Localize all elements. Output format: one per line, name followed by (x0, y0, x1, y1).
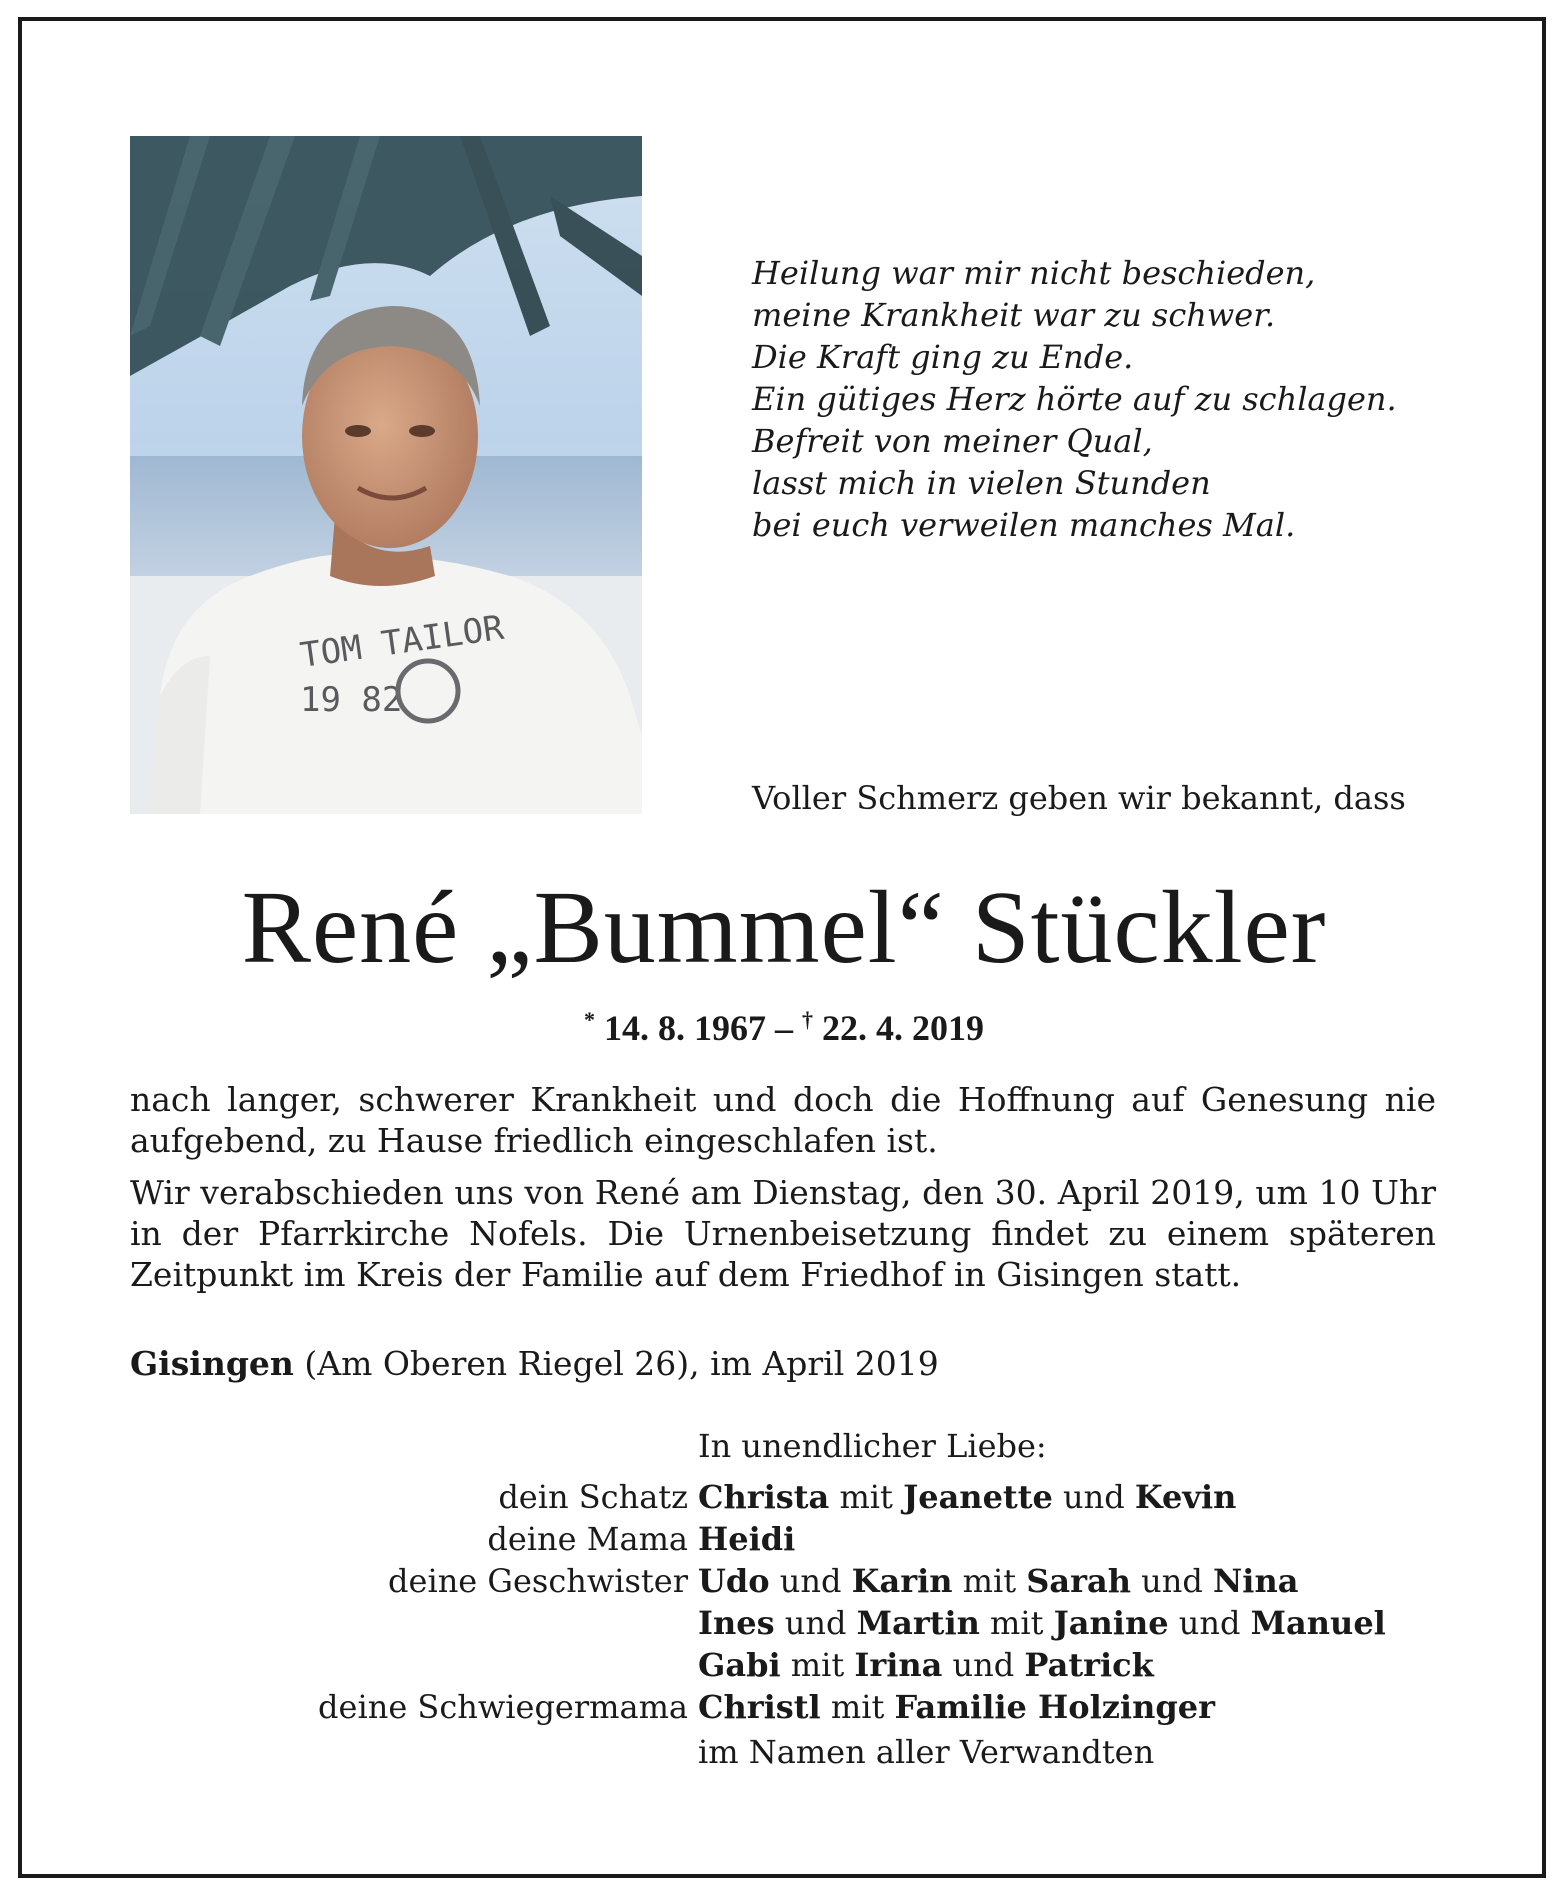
family-list (0, 1476, 1568, 1728)
family-connector: und (1168, 1604, 1251, 1642)
family-member-name: Kevin (1134, 1478, 1237, 1516)
family-connector: und (1052, 1478, 1135, 1516)
family-member-name: Heidi (698, 1520, 796, 1558)
shirt-print-top: TOM TAILOR (297, 607, 507, 676)
body-paragraph: Wir verabschieden uns von René am Dienstag, den 30. April 2019, um 10 Uhr in der Pfarrkirche Nofels. Die Urnenbeisetzung findet zu einem späteren Zeitpunkt im Kreis der Familie auf dem Friedhof in Gisingen statt. (130, 1173, 1436, 1294)
family-member-name: Janine (1053, 1604, 1169, 1642)
family-names (698, 1518, 795, 1560)
family-row (0, 1602, 1568, 1644)
family-names (698, 1644, 1154, 1686)
death-date: 22. 4. 2019 (822, 1008, 984, 1048)
family-names (698, 1476, 1236, 1518)
family-row (0, 1644, 1568, 1686)
portrait-photo (130, 136, 642, 814)
family-names (698, 1560, 1298, 1602)
birth-symbol: * (584, 1007, 595, 1032)
family-member-name: Patrick (1024, 1646, 1154, 1684)
poem-line: Heilung war mir nicht beschieden, (752, 254, 1316, 292)
family-member-name: Martin (856, 1604, 980, 1642)
body-paragraph: nach langer, schwerer Krankheit und doch die Hoffnung auf Genesung nie aufgebend, zu Hause friedlich eingeschlafen ist. (130, 1080, 1436, 1160)
place-and-date (130, 1342, 939, 1386)
family-member-name: Karin (851, 1562, 953, 1600)
family-relation: deine Geschwister (388, 1562, 688, 1600)
shirt-print-bottom: 19 82 (300, 680, 403, 720)
closing-line: im Namen aller Verwandten (698, 1733, 1155, 1771)
family-relation: deine Schwiegermama (318, 1688, 688, 1726)
poem-line: Die Kraft ging zu Ende. (752, 338, 1134, 376)
poem (752, 252, 1472, 546)
family-row (0, 1518, 1568, 1560)
poem-line: Befreit von meiner Qual, (752, 422, 1153, 460)
family-member-name: Christl (698, 1688, 821, 1726)
family-connector: und (942, 1646, 1025, 1684)
family-member-name: Sarah (1026, 1562, 1131, 1600)
family-connector: und (769, 1562, 852, 1600)
birth-date: 14. 8. 1967 (604, 1008, 766, 1048)
family-member-name: Christa (698, 1478, 830, 1516)
place-city: Gisingen (130, 1344, 294, 1383)
family-connector: und (774, 1604, 857, 1642)
family-member-name: Udo (698, 1562, 770, 1600)
family-connector: mit (820, 1688, 895, 1726)
family-member-name: Gabi (698, 1646, 781, 1684)
family-connector: mit (829, 1478, 904, 1516)
poem-line: lasst mich in vielen Stunden (752, 464, 1211, 502)
family-relation: deine Mama (487, 1520, 688, 1558)
family-names (698, 1602, 1386, 1644)
family-member-name: Manuel (1250, 1604, 1386, 1642)
family-connector: und (1130, 1562, 1214, 1600)
family-member-name: Ines (698, 1604, 775, 1642)
family-connector: mit (780, 1646, 855, 1684)
family-member-name: Irina (854, 1646, 943, 1684)
family-member-name: Familie Holzinger (894, 1688, 1215, 1726)
announcement-intro: Voller Schmerz geben wir bekannt, dass (752, 779, 1406, 817)
family-member-name: Nina (1213, 1562, 1299, 1600)
poem-line: bei euch verweilen manches Mal. (752, 506, 1296, 544)
family-row (0, 1476, 1568, 1518)
death-symbol: † (802, 1007, 813, 1032)
family-relation: dein Schatz (498, 1478, 688, 1516)
life-dates (0, 998, 1568, 1050)
family-member-name: Jeanette (903, 1478, 1053, 1516)
family-connector: mit (952, 1562, 1027, 1600)
family-row (0, 1686, 1568, 1728)
deceased-name: René „Bummel“ Stückler (241, 870, 1327, 985)
place-details: (Am Oberen Riegel 26), im April 2019 (304, 1344, 939, 1383)
poem-line: Ein gütiges Herz hörte auf zu schlagen. (752, 380, 1397, 418)
family-names (698, 1686, 1215, 1728)
poem-line: meine Krankheit war zu schwer. (752, 296, 1276, 334)
family-connector: mit (979, 1604, 1054, 1642)
date-separator: – (775, 1008, 793, 1048)
signoff-line: In unendlicher Liebe: (698, 1427, 1047, 1465)
family-row (0, 1560, 1568, 1602)
